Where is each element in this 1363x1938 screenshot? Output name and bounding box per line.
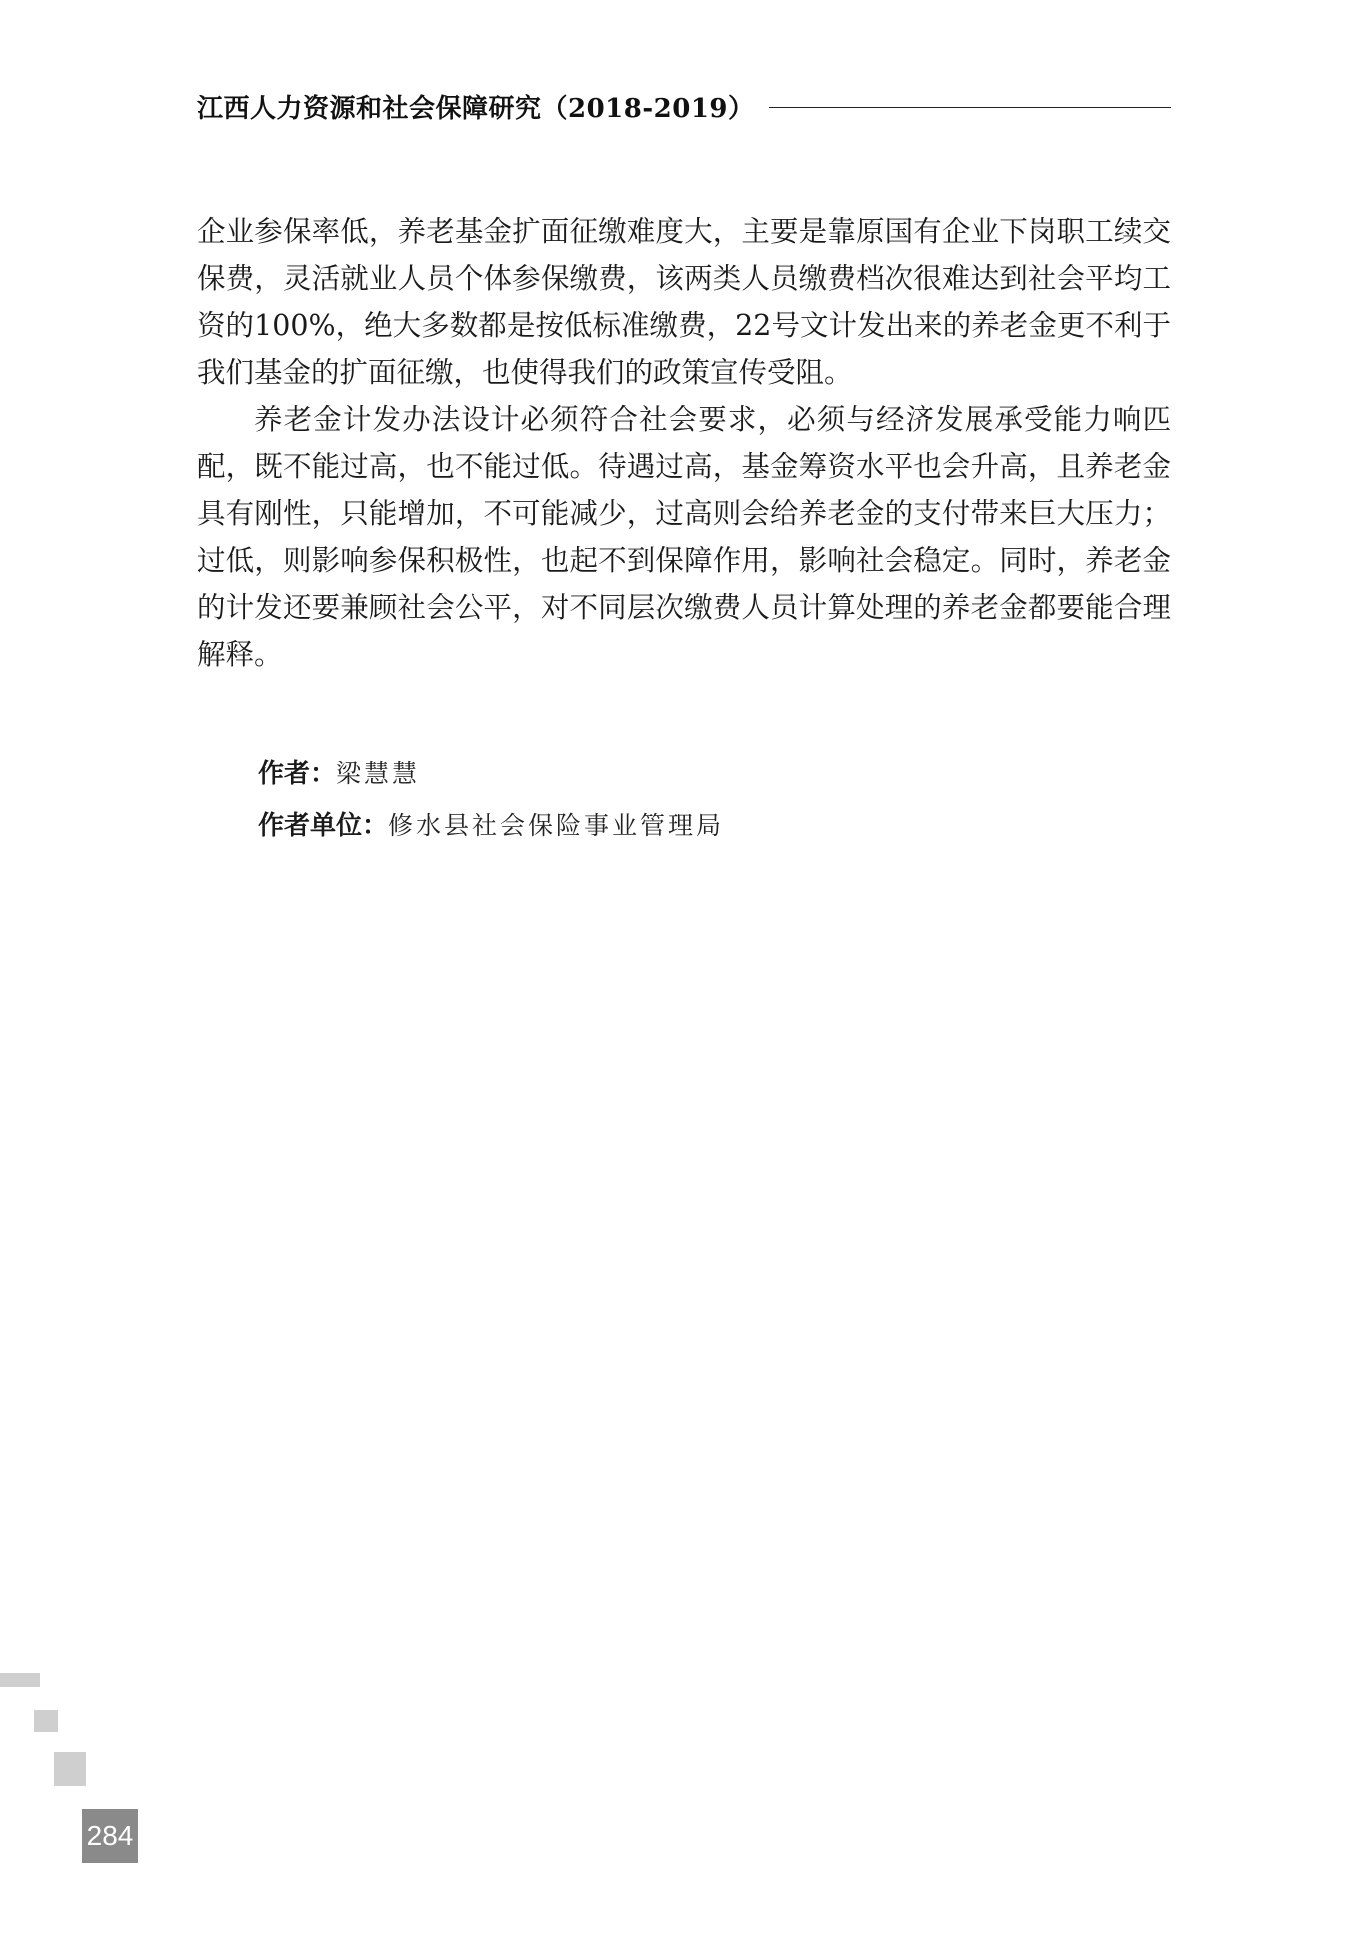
author-credits — [258, 748, 724, 852]
page-number: 284 — [82, 1809, 138, 1863]
paragraph-2: 养老金计发办法设计必须符合社会要求，必须与经济发展承受能力响匹配，既不能过高，也不能过低。待遇过高，基金筹资水平也会升高，且养老金具有刚性，只能增加，不可能减少，过高则会给养老金的支付带来巨大压力；过低，则影响参保积极性，也起不到保障作用，影响社会稳定。同时，养老金的计发还要兼顾社会公平，对不同层次缴费人员计算处理的养老金都要能合理解释。 — [197, 403, 1171, 671]
decor-square-1 — [0, 1673, 40, 1687]
affiliation-label: 作者单位： — [258, 811, 389, 841]
author-row — [258, 748, 724, 800]
paragraph-1: 企业参保率低，养老基金扩面征缴难度大，主要是靠原国有企业下岗职工续交保费，灵活就业人员个体参保缴费，该两类人员缴费档次很难达到社会平均工资的100%，绝大多数都是按低标准缴费，22号文计发出来的养老金更不利于我们基金的扩面征缴，也使得我们的政策宣传受阻。 — [197, 215, 1171, 389]
book-title: 江西人力资源和社会保障研究（2018-2019） — [197, 93, 755, 124]
decor-square-3 — [54, 1752, 86, 1786]
affiliation-row — [258, 800, 724, 852]
header-rule — [769, 107, 1171, 108]
decor-square-2 — [34, 1710, 58, 1732]
affiliation-name: 修水县社会保险事业管理局 — [388, 811, 725, 840]
author-name: 梁慧慧 — [336, 759, 421, 788]
author-label: 作者： — [258, 759, 337, 789]
running-header — [197, 86, 1171, 126]
body-text — [197, 208, 1171, 678]
